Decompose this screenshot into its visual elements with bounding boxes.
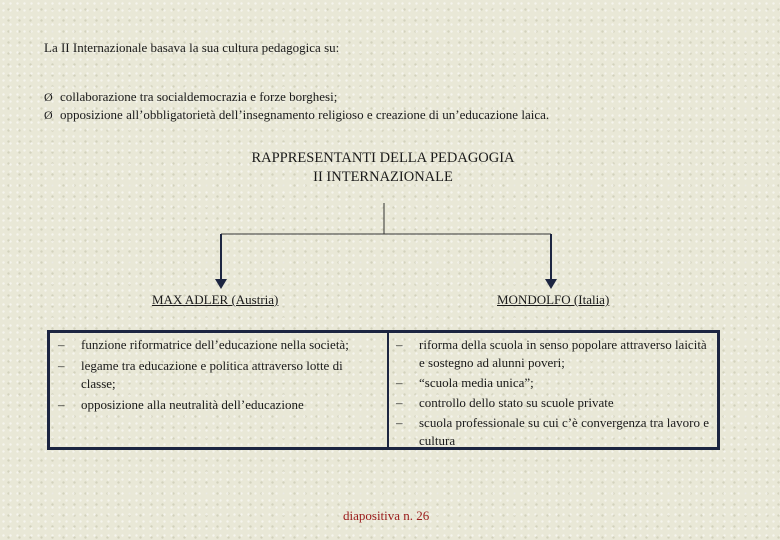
- left-arrow-head-icon: [215, 279, 227, 289]
- list-item: [58, 357, 379, 393]
- list-item: [396, 394, 711, 412]
- point-text: opposizione alla neutralità dell’educazione: [81, 397, 304, 412]
- point-text: legame tra educazione e politica attraverso lotte di classe;: [81, 358, 343, 391]
- bullet-text: opposizione all’obbligatorietà dell’insegnamento religioso e creazione di un’educazione laica.: [60, 107, 550, 122]
- arrow-bullet-icon: Ø: [44, 90, 53, 104]
- arrow-bullet-icon: Ø: [44, 108, 53, 122]
- point-text: riforma della scuola in senso popolare attraverso laicità e sostegno ad alunni poveri;: [419, 337, 707, 370]
- representative-right-name: MONDOLFO (Italia): [497, 292, 610, 307]
- intro-text: La II Internazionale basava la sua cultura pedagogica su:: [44, 40, 340, 55]
- list-item: [58, 396, 379, 414]
- slide-number: diapositiva n. 26: [343, 508, 430, 523]
- points-table: [47, 330, 720, 450]
- point-text: controllo dello stato su scuole private: [419, 395, 614, 410]
- dash-marker: –: [58, 337, 65, 352]
- left-points-column: [50, 333, 389, 447]
- list-item: [396, 414, 711, 450]
- point-text: scuola professionale su cui c’è convergenza tra lavoro e cultura: [419, 415, 709, 448]
- point-text: funzione riformatrice dell’educazione nella società;: [81, 337, 349, 352]
- dash-marker: –: [396, 415, 403, 430]
- representative-left-name: MAX ADLER (Austria): [152, 292, 279, 307]
- point-text: “scuola media unica”;: [419, 375, 534, 390]
- dash-marker: –: [58, 358, 65, 373]
- right-arrow-head-icon: [545, 279, 557, 289]
- dash-marker: –: [396, 337, 403, 352]
- list-item: [58, 336, 379, 354]
- right-points-column: [389, 333, 717, 447]
- list-item: [396, 336, 711, 372]
- dash-marker: –: [58, 397, 65, 412]
- list-item: [396, 374, 711, 392]
- dash-marker: –: [396, 375, 403, 390]
- title-line-1: RAPPRESENTANTI DELLA PEDAGOGIA: [251, 150, 515, 166]
- bullet-text: collaborazione tra socialdemocrazia e forze borghesi;: [60, 89, 338, 104]
- dash-marker: –: [396, 395, 403, 410]
- title-line-2: II INTERNAZIONALE: [313, 169, 453, 185]
